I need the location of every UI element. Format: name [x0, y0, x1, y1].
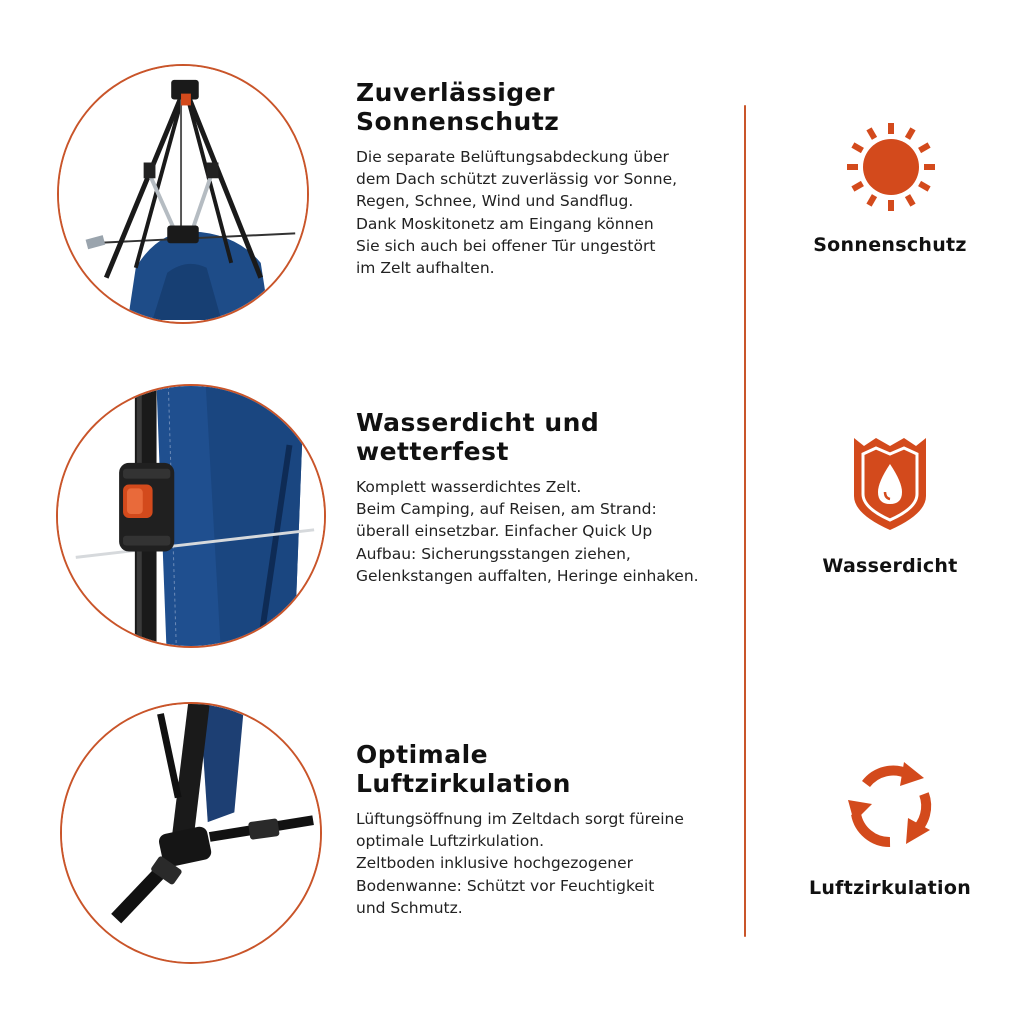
water-shield-icon: [850, 434, 930, 532]
pole-lock-illustration: [58, 386, 324, 646]
circulation-arrows-icon: [844, 760, 936, 852]
vertical-divider: [744, 105, 746, 937]
feature-image-pole-lock: [56, 384, 326, 648]
feature-title-sun-protection: Zuverlässiger Sonnenschutz: [356, 78, 560, 136]
icon-label-waterproof: Wasserdicht: [822, 555, 958, 577]
feature-title-waterproof: Wasserdicht und wetterfest: [356, 408, 600, 466]
feature-description-sun-protection: Die separate Belüftungsabdeckung über dem Dach schützt zuverlässig vor Sonne, Regen, Schnee, Wind und Sandflug. Dank Moskitonetz am Eingang können Sie sich auch bei offener Tür ungestört im Zelt aufhalten.: [356, 148, 678, 278]
feature-title-air-circulation: Optimale Luftzirkulation: [356, 740, 571, 798]
feature-image-pole-strap: [60, 702, 322, 964]
feature-image-tent-frame: [57, 64, 309, 324]
icon-label-air-circulation: Luftzirkulation: [808, 877, 972, 899]
sun-icon: [844, 120, 938, 214]
feature-description-air-circulation: Lüftungsöffnung im Zeltdach sorgt füreine optimale Luftzirkulation. Zeltboden inklusive hochgezogener Bodenwanne: Schützt vor Feuchtigkeit und Schmutz.: [356, 810, 684, 917]
tent-frame-illustration: [59, 66, 307, 322]
feature-description-waterproof: Komplett wasserdichtes Zelt. Beim Camping, auf Reisen, am Strand: überall einsetzbar. Einfacher Quick Up Aufbau: Sicherungsstangen ziehen, Gelenkstangen auffalten, Heringe einhaken.: [356, 478, 699, 585]
icon-label-sun: Sonnenschutz: [813, 234, 967, 256]
pole-strap-illustration: [62, 704, 320, 962]
